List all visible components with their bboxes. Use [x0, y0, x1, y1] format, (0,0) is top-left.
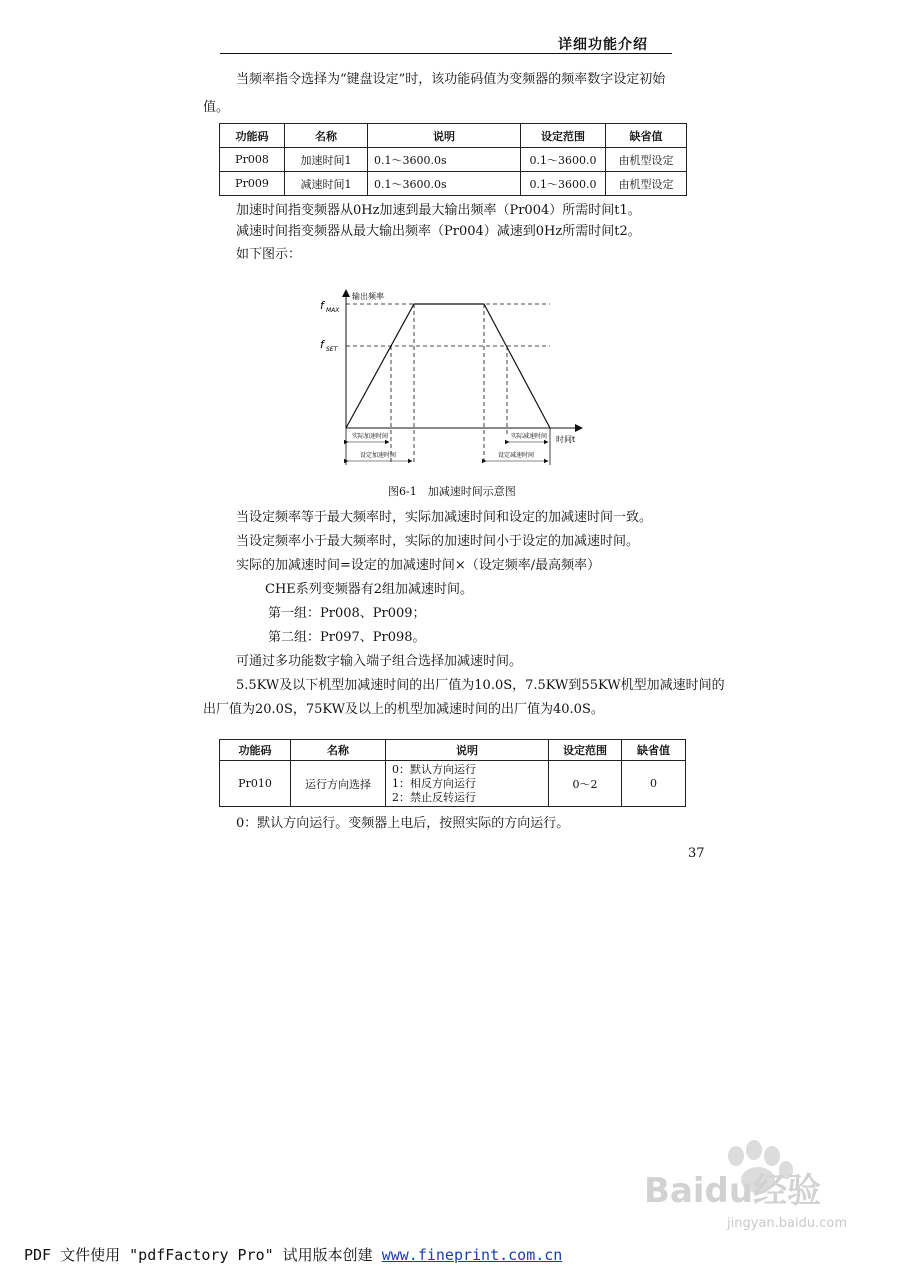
page-header-title: 详细功能介绍: [558, 37, 648, 53]
decel-definition: 减速时间指变频器从最大输出频率（Pr004）减速到0Hz所需时间t2。: [236, 224, 641, 239]
body-line-9: 出厂值为20.0S，75KW及以上的机型加减速时间的出厂值为40.0S。: [203, 702, 604, 717]
cell-range: 0～2: [549, 761, 622, 807]
y-axis-label: 输出频率: [352, 292, 384, 301]
cell-range: 0.1～3600.0: [521, 172, 606, 196]
intro-line-2: 值。: [203, 100, 230, 115]
fmax-label: f: [320, 299, 324, 312]
footer-text: PDF 文件使用 "pdfFactory Pro" 试用版本创建: [24, 1246, 382, 1264]
cell-default: 由机型设定: [606, 172, 687, 196]
body-line-6: 第二组：Pr097、Pr098。: [268, 630, 426, 645]
cell-desc: 0.1～3600.0s: [368, 172, 521, 196]
cell-name: 运行方向选择: [291, 761, 386, 807]
pdf-footer: [24, 1244, 562, 1265]
body-line-4: CHE系列变频器有2组加减速时间。: [265, 582, 474, 597]
figure-intro: 如下图示：: [236, 247, 302, 262]
figure-caption: 图6-1 加减速时间示意图: [388, 485, 516, 498]
desc-option: 0：默认方向运行: [392, 762, 476, 776]
accel-decel-diagram: [300, 282, 600, 472]
body-line-8: 5.5KW及以下机型加减速时间的出厂值为10.0S，7.5KW到55KW机型加减速时间的: [236, 678, 725, 693]
col-header: 名称: [291, 740, 386, 761]
intro-line-1: 当频率指令选择为“键盘设定”时，该功能码值为变频器的频率数字设定初始: [236, 72, 666, 87]
accel-definition: 加速时间指变频器从0Hz加速到最大输出频率（Pr004）所需时间t1。: [236, 203, 641, 218]
actual-accel-label: 实际加速时间: [352, 433, 389, 440]
body-line-5: 第一组：Pr008、Pr009；: [268, 606, 426, 621]
param-table-pr008: [219, 123, 687, 196]
col-header: 设定范围: [521, 124, 606, 148]
cell-desc: [386, 761, 549, 807]
col-header: 功能码: [220, 740, 291, 761]
cell-desc: 0.1～3600.0s: [368, 148, 521, 172]
cell-default: 0: [622, 761, 686, 807]
frequency-curve: [346, 304, 550, 428]
desc-option: 1：相反方向运行: [392, 776, 476, 790]
fset-label: f: [320, 338, 324, 351]
baidu-jingyan-watermark: [640, 1136, 880, 1226]
col-header: 功能码: [220, 124, 285, 148]
cell-code: Pr009: [220, 172, 285, 196]
cell-name: 加速时间1: [285, 148, 368, 172]
direction-note: 0：默认方向运行。变频器上电后，按照实际的方向运行。: [236, 816, 570, 831]
body-line-1: 当设定频率等于最大频率时，实际加减速时间和设定的加减速时间一致。: [236, 510, 653, 525]
page-number: 37: [688, 846, 705, 861]
actual-decel-label: 实际减速时间: [511, 433, 548, 440]
col-header: 说明: [368, 124, 521, 148]
cell-range: 0.1～3600.0: [521, 148, 606, 172]
table-header-row: [220, 124, 687, 148]
param-table-pr010: [219, 739, 686, 807]
col-header: 缺省值: [606, 124, 687, 148]
fset-subscript: SET: [326, 346, 338, 353]
desc-option: 2：禁止反转运行: [392, 790, 476, 804]
col-header: 设定范围: [549, 740, 622, 761]
body-line-3: 实际的加减速时间=设定的加减速时间×（设定频率/最高频率）: [236, 558, 601, 573]
header-divider: [220, 53, 672, 54]
table-row: [220, 172, 687, 196]
table-row: [220, 761, 686, 807]
body-line-2: 当设定频率小于最大频率时，实际的加速时间小于设定的加减速时间。: [236, 534, 640, 549]
cell-code: Pr010: [220, 761, 291, 807]
set-accel-label: 设定加速时间: [360, 452, 397, 459]
body-line-7: 可通过多功能数字输入端子组合选择加减速时间。: [236, 654, 523, 669]
table-row: [220, 148, 687, 172]
table-header-row: [220, 740, 686, 761]
col-header: 说明: [386, 740, 549, 761]
cell-default: 由机型设定: [606, 148, 687, 172]
col-header: 名称: [285, 124, 368, 148]
watermark-url: jingyan.baidu.com: [727, 1216, 847, 1231]
fineprint-link[interactable]: www.fineprint.com.cn: [381, 1246, 563, 1264]
set-decel-label: 设定减速时间: [498, 452, 535, 459]
col-header: 缺省值: [622, 740, 686, 761]
watermark-brand: Baidu经验: [644, 1171, 822, 1211]
cell-name: 减速时间1: [285, 172, 368, 196]
cell-code: Pr008: [220, 148, 285, 172]
fmax-subscript: MAX: [326, 307, 340, 314]
x-axis-label: 时间t: [556, 435, 576, 444]
